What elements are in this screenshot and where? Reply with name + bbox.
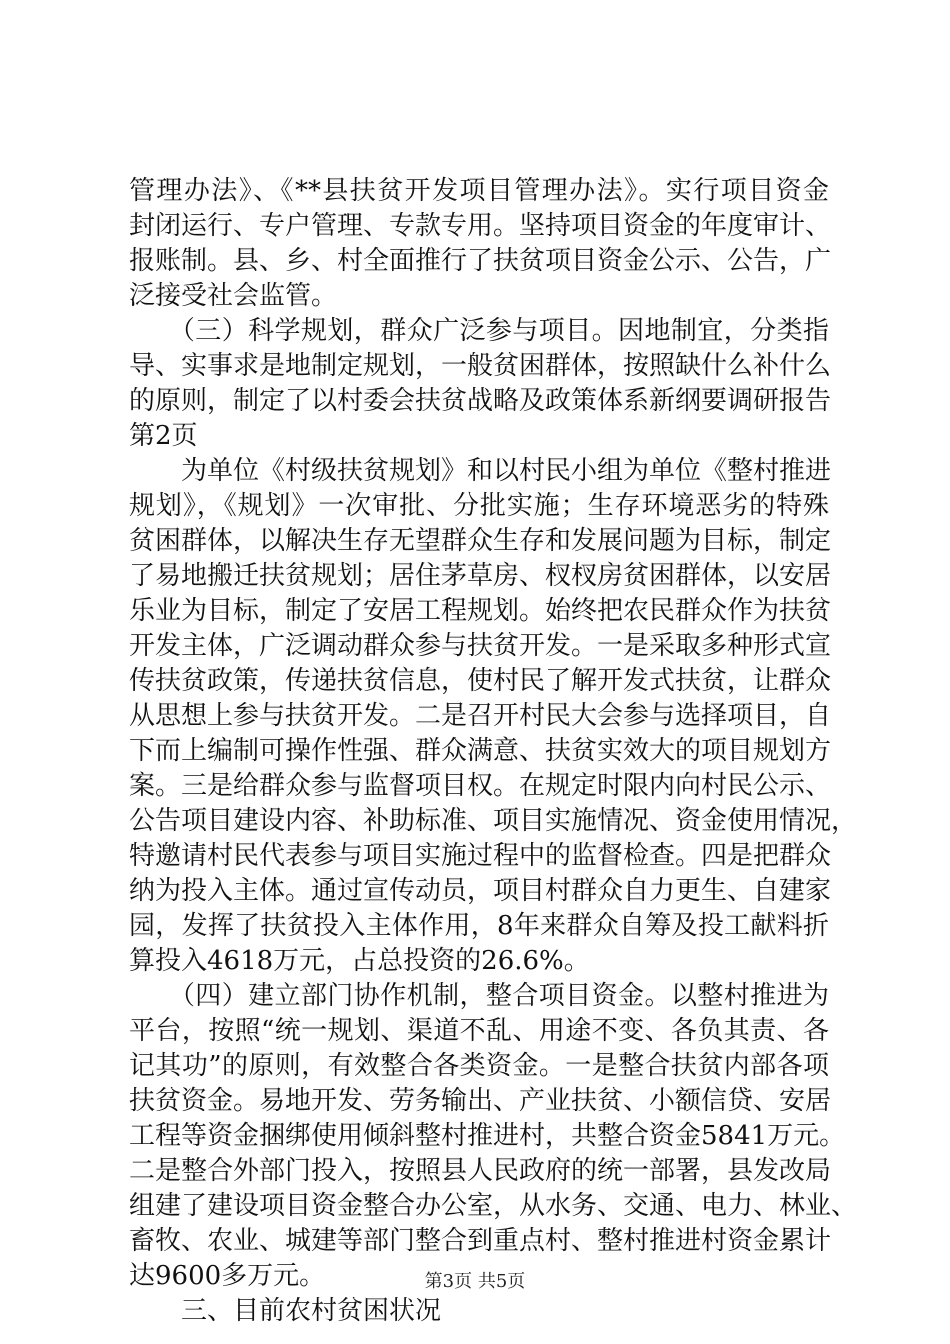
text-line: 乐业为目标，制定了安居工程规划。始终把农民群众作为扶贫 <box>129 596 832 626</box>
text-line: 特邀请村民代表参与项目实施过程中的监督检查。四是把群众 <box>129 841 832 871</box>
document-body <box>129 174 858 1329</box>
text-line: 管理办法》、《**县扶贫开发项目管理办法》。实行项目资金 <box>129 176 829 206</box>
text-line: 案。三是给群众参与监督项目权。在规定时限内向村民公示、 <box>129 771 832 801</box>
section-heading-3: （三）科学规划，群众广泛参与项目。因地制宜，分类指 <box>129 316 829 346</box>
text-line: 导、实事求是地制定规划，一般贫困群体，按照缺什么补什么 <box>129 351 832 381</box>
text-line: 贫困群体，以解决生存无望群众生存和发展问题为目标，制定 <box>129 526 832 556</box>
text-line: 开发主体，广泛调动群众参与扶贫开发。一是采取多种形式宣 <box>129 631 832 661</box>
text-line: 传扶贫政策，传递扶贫信息，使村民了解开发式扶贫，让群众 <box>129 666 832 696</box>
text-line: 公告项目建设内容、补助标准、项目实施情况、资金使用情况， <box>129 806 858 836</box>
text-line: 园，发挥了扶贫投入主体作用，8年来群众自筹及投工献料折 <box>129 911 829 941</box>
text-line: 达9600多万元。 <box>129 1261 326 1291</box>
text-line: 的原则，制定了以村委会扶贫战略及政策体系新纲要调研报告 <box>129 386 832 416</box>
page-marker: 第2页 <box>129 421 198 451</box>
text-line: 二是整合外部门投入，按照县人民政府的统一部署，县发改局 <box>129 1156 832 1186</box>
text-line: 泛接受社会监管。 <box>129 281 338 311</box>
section-heading-4: （四）建立部门协作机制，整合项目资金。以整村推进为 <box>129 981 829 1011</box>
text-line: 为单位《村级扶贫规划》和以村民小组为单位《整村推进 <box>129 456 832 486</box>
page-footer: 第3页 共5页 <box>424 1271 526 1292</box>
text-line: 组建了建设项目资金整合办公室，从水务、交通、电力、林业、 <box>129 1191 858 1221</box>
text-line: 封闭运行、专户管理、专款专用。坚持项目资金的年度审计、 <box>129 211 832 241</box>
text-line: 从思想上参与扶贫开发。二是召开村民大会参与选择项目，自 <box>129 701 832 731</box>
text-line: 下而上编制可操作性强、群众满意、扶贫实效大的项目规划方 <box>129 736 832 766</box>
text-line: 规划》，《规划》一次审批、分批实施；生存环境恶劣的特殊 <box>129 491 829 521</box>
text-line: 记其功”的原则，有效整合各类资金。一是整合扶贫内部各项 <box>129 1051 829 1081</box>
text-line: 平台，按照“统一规划、渠道不乱、用途不变、各负其责、各 <box>129 1016 829 1046</box>
text-line: 纳为投入主体。通过宣传动员，项目村群众自力更生、自建家 <box>129 876 832 906</box>
text-line: 算投入4618万元，占总投资的26.6%。 <box>129 946 590 976</box>
text-line: 了易地搬迁扶贫规划；居住茅草房、杈杈房贫困群体，以安居 <box>129 561 832 591</box>
section-heading-three: 三、目前农村贫困状况 <box>129 1296 442 1326</box>
text-line: 工程等资金捆绑使用倾斜整村推进村，共整合资金5841万元。 <box>129 1121 846 1151</box>
text-line: 报账制。县、乡、村全面推行了扶贫项目资金公示、公告，广 <box>129 246 832 276</box>
text-line: 畜牧、农业、城建等部门整合到重点村、整村推进村资金累计 <box>129 1226 832 1256</box>
text-line: 扶贫资金。易地开发、劳务输出、产业扶贫、小额信贷、安居 <box>129 1086 832 1116</box>
